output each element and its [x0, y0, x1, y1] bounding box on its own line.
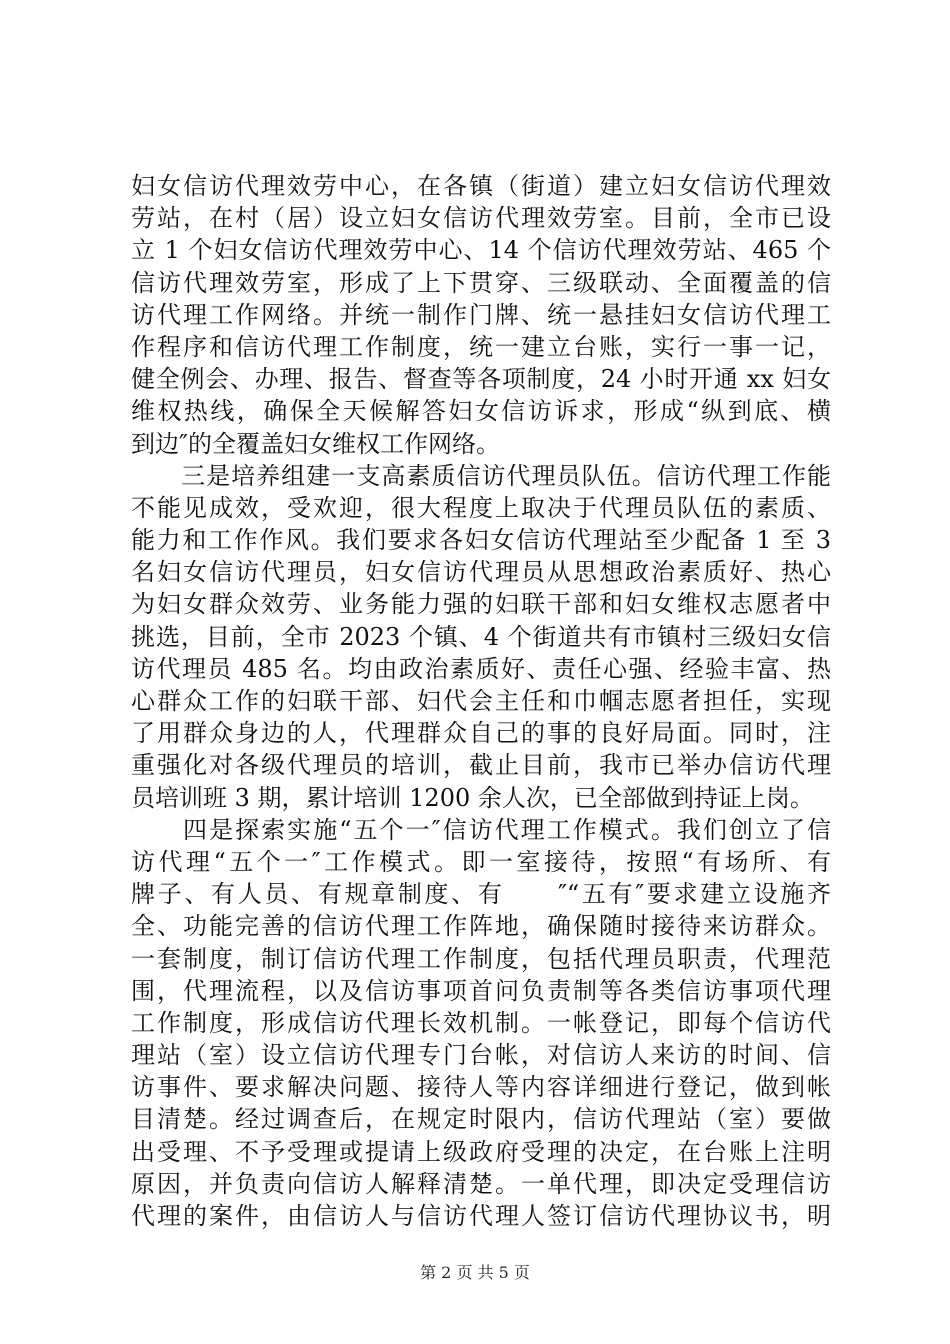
text-line: 劳站，在村（居）设立妇女信访代理效劳室。目前，全市已设 [131, 204, 831, 233]
paragraph-3 [131, 814, 831, 1232]
text-line: 作程序和信访代理工作制度，统一建立台账，实行一事一记， [131, 332, 831, 361]
text-line: 能力和工作作风。我们要求各妇女信访代理站至少配备 1 至 3 [131, 526, 831, 555]
text-line: 理站（室）设立信访代理专门台帐，对信访人来访的时间、信 [131, 1041, 831, 1070]
body-text [131, 170, 831, 1232]
text-line: 挑选，目前，全市 2023 个镇、4 个街道共有市镇村三级妇女信 [131, 622, 831, 651]
text-line: 了用群众身边的人，代理群众自己的事的良好局面。同时，注 [131, 719, 831, 748]
text-line: 代理的案件，由信访人与信访代理人签订信访代理协议书，明 [131, 1202, 831, 1230]
text-line: 心群众工作的妇联干部、妇代会主任和巾帼志愿者担任，实现 [131, 687, 831, 715]
text-line: 妇女信访代理效劳中心，在各镇（街道）建立妇女信访代理效 [131, 172, 831, 200]
text-line: 工作制度，形成信访代理长效机制。一帐登记，即每个信访代 [131, 1008, 831, 1037]
text-line: 到边″的全覆盖妇女维权工作网络。 [131, 429, 500, 458]
text-line: 重强化对各级代理员的培训，截止目前，我市已举办信访代理 [131, 751, 831, 780]
page-number: 第 2 页 共 5 页 [420, 1263, 530, 1282]
text-line: 名妇女信访代理员，妇女信访代理员从思想政治素质好、热心 [131, 558, 831, 587]
text-line: 访事件、要求解决问题、接待人等内容详细进行登记，做到帐 [131, 1073, 831, 1102]
paragraph-1 [131, 170, 831, 460]
page-footer [0, 1262, 950, 1284]
paragraph-2 [131, 460, 831, 814]
text-line: 访代理工作网络。并统一制作门牌、统一悬挂妇女信访代理工 [131, 300, 831, 329]
text-line: 牌子、有人员、有规章制度、有 ″“五有″要求建立设施齐 [131, 880, 831, 909]
text-line: 三是培养组建一支高素质信访代理员队伍。信访代理工作能 [131, 461, 831, 490]
text-line: 信访代理效劳室，形成了上下贯穿、三级联动、全面覆盖的信 [131, 268, 831, 297]
text-line: 目清楚。经过调查后，在规定时限内，信访代理站（室）要做 [131, 1105, 831, 1134]
text-line: 维权热线，确保全天候解答妇女信访诉求，形成“纵到底、横 [131, 397, 831, 426]
text-line: 四是探索实施“五个一″信访代理工作模式。我们创立了信 [131, 815, 831, 844]
text-line: 立 1 个妇女信访代理效劳中心、14 个信访代理效劳站、465 个 [131, 236, 831, 265]
text-line: 原因，并负责向信访人解释清楚。一单代理，即决定受理信访 [131, 1169, 831, 1198]
text-line: 员培训班 3 期，累计培训 1200 余人次，已全部做到持证上岗。 [131, 783, 814, 812]
text-line: 健全例会、办理、报告、督查等各项制度，24 小时开通 xx 妇女 [131, 365, 831, 394]
text-line: 不能见成效，受欢迎，很大程度上取决于代理员队伍的素质、 [131, 493, 831, 522]
text-line: 围，代理流程，以及信访事项首问负责制等各类信访事项代理 [131, 976, 831, 1005]
text-line: 出受理、不予受理或提请上级政府受理的决定，在台账上注明 [131, 1137, 831, 1166]
text-line: 一套制度，制订信访代理工作制度，包括代理员职责，代理范 [131, 944, 831, 973]
text-line: 访代理“五个一″工作模式。即一室接待，按照“有场所、有 [131, 847, 831, 876]
text-line: 全、功能完善的信访代理工作阵地，确保随时接待来访群众。 [131, 912, 831, 941]
text-line: 为妇女群众效劳、业务能力强的妇联干部和妇女维权志愿者中 [131, 590, 831, 619]
text-line: 访代理员 485 名。均由政治素质好、责任心强、经验丰富、热 [131, 654, 831, 683]
